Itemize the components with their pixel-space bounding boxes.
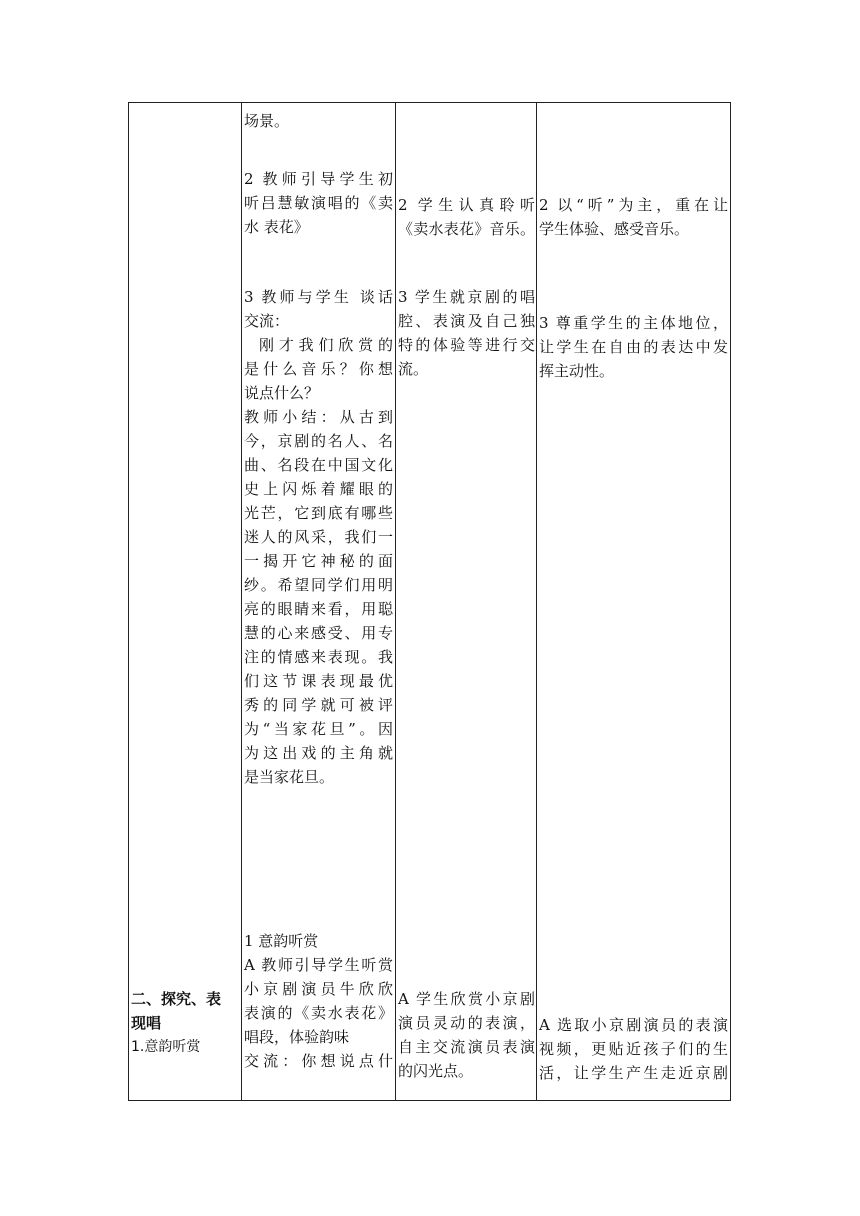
subsection-title: 1.意韵听赏 — [131, 1039, 201, 1055]
teacher-listening-step: 1 意韵听赏 A 教师引导学生听赏 小京剧演员牛欣欣 表演的《卖水表花》 唱段，体验韵味 交流：你想说点什 — [244, 932, 393, 1070]
teacher-step-3: 3 教师与学生 谈话 交流： 刚才我们欣赏的 是什么音乐？你想 说点什么？ 教师小结：从古到 今，京剧的名人、名 曲、名段在中国文化 史上闪烁着耀眼的 光芒，它到底有哪些 迷人的风采，我们一 一揭开它神秘的面 纱。希望同学们用明 亮的眼睛来看，用聪 慧的心来感受、用专 注的情感来表现。我 们这节课表现最优 秀的同学就可被评 为“当家花旦”。因 为这出戏的主角就 是当家花旦。 — [244, 288, 393, 786]
student-activity-column — [396, 103, 536, 1100]
lesson-plan-table — [128, 102, 731, 1101]
student-step-3: 3 学生就京剧的唱 腔、表演及自己独 特的体验等进行交 流。 — [398, 288, 535, 378]
teacher-step-2: 2 教师引导学生初 听吕慧敏演唱的《卖 水 表花》 — [244, 170, 393, 236]
design-intent-column — [537, 103, 730, 1100]
stage-column — [129, 103, 241, 1100]
intent-step-2: 2 以“听”为主，重在让 学生体验、感受音乐。 — [539, 196, 728, 238]
scene-text: 场景。 — [244, 112, 290, 130]
teacher-activity-column — [242, 103, 395, 1100]
intent-step-3: 3 尊重学生的主体地位， 让学生在自由的表达中发 挥主动性。 — [539, 314, 728, 380]
section-title: 二、探究、表 — [131, 990, 222, 1008]
student-step-2: 2 学生认真聆听 《卖水表花》音乐。 — [398, 196, 535, 238]
intent-listening-step: A 选取小京剧演员的表演 视频，更贴近孩子们的生 活，让学生产生走近京剧 — [539, 1016, 728, 1082]
student-listening-step: A 学生欣赏小京剧 演员灵动的表演， 自主交流演员表演 的闪光点。 — [398, 990, 535, 1080]
section-title: 现唱 — [131, 1014, 162, 1032]
